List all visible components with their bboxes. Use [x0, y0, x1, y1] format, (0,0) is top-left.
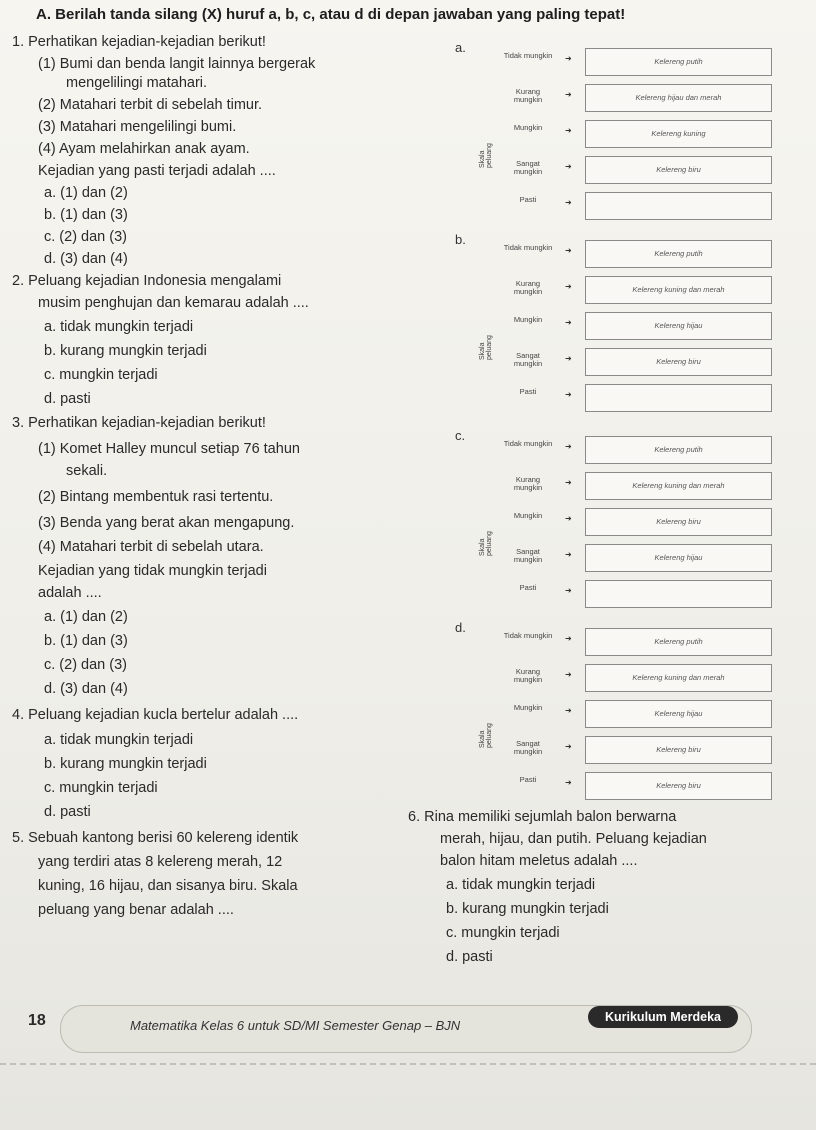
scale-node: Mungkin [513, 511, 543, 520]
answer-box: Kelereng biru [585, 348, 772, 376]
answer-box: Kelereng putih [585, 240, 772, 268]
q1-statement-1b: mengelilingi matahari. [66, 75, 208, 91]
answer-box: Kelereng putih [585, 436, 772, 464]
scale-node: Sangat mungkin [513, 351, 543, 368]
q3-stem: 3. Perhatikan kejadian-kejadian berikut! [12, 415, 266, 431]
q2-line-2: musim penghujan dan kemarau adalah .... [38, 295, 309, 311]
q1-statement-4: (4) Ayam melahirkan anak ayam. [38, 141, 250, 157]
answer-box [585, 580, 772, 608]
scale-node: Kurang mungkin [513, 667, 543, 684]
q5-line-4: peluang yang benar adalah .... [38, 902, 234, 918]
arrow-icon: ➜ [565, 478, 572, 487]
scale-node: Tidak mungkin [503, 51, 553, 60]
q4-option-c[interactable]: c. mungkin terjadi [44, 780, 158, 796]
q3-option-a[interactable]: a. (1) dan (2) [44, 609, 128, 625]
q5-line-1: 5. Sebuah kantong berisi 60 kelereng identik [12, 830, 299, 846]
diagram-letter: c. [455, 428, 466, 443]
answer-box [585, 192, 772, 220]
q3-statement-2: (2) Bintang membentuk rasi tertentu. [38, 489, 274, 505]
answer-box: Kelereng kuning [585, 120, 772, 148]
q1-option-c[interactable]: c. (2) dan (3) [44, 229, 127, 245]
q2-option-a[interactable]: a. tidak mungkin terjadi [44, 319, 194, 335]
answer-box: Kelereng putih [585, 48, 772, 76]
scale-node: Pasti [519, 583, 537, 592]
answer-box: Kelereng biru [585, 156, 772, 184]
q1-statement-3: (3) Matahari mengelilingi bumi. [38, 119, 237, 135]
q1-stem: 1. Perhatikan kejadian-kejadian berikut! [12, 34, 266, 50]
arrow-icon: ➜ [565, 706, 572, 715]
answer-box: Kelereng biru [585, 736, 772, 764]
diagram-side-label: Skala peluang [479, 143, 493, 168]
scale-node: Tidak mungkin [503, 243, 553, 252]
q4-option-a[interactable]: a. tidak mungkin terjadi [44, 732, 194, 748]
arrow-icon: ➜ [565, 54, 572, 63]
q3-option-d[interactable]: d. (3) dan (4) [44, 681, 128, 697]
curriculum-badge: Kurikulum Merdeka [588, 1006, 738, 1028]
q3-prompt-1: Kejadian yang tidak mungkin terjadi [38, 563, 267, 579]
diagram-letter: b. [455, 232, 466, 247]
q1-prompt: Kejadian yang pasti terjadi adalah .... [38, 163, 276, 179]
arrow-icon: ➜ [565, 126, 572, 135]
q6-option-b[interactable]: b. kurang mungkin terjadi [446, 901, 609, 917]
q3-statement-1a: (1) Komet Halley muncul setiap 76 tahun [38, 441, 300, 457]
q3-option-b[interactable]: b. (1) dan (3) [44, 633, 128, 649]
diagram-letter: d. [455, 620, 466, 635]
scale-node: Tidak mungkin [503, 439, 553, 448]
scale-node: Pasti [519, 387, 537, 396]
answer-box: Kelereng hijau [585, 312, 772, 340]
q1-option-a[interactable]: a. (1) dan (2) [44, 185, 128, 201]
arrow-icon: ➜ [565, 742, 572, 751]
q2-option-b[interactable]: b. kurang mungkin terjadi [44, 343, 207, 359]
answer-box: Kelereng hijau dan merah [585, 84, 772, 112]
q4-option-b[interactable]: b. kurang mungkin terjadi [44, 756, 207, 772]
scale-node: Mungkin [513, 703, 543, 712]
footer-title: Matematika Kelas 6 untuk SD/MI Semester Genap – BJN [130, 1018, 461, 1033]
q2-option-c[interactable]: c. mungkin terjadi [44, 367, 158, 383]
answer-box: Kelereng hijau [585, 700, 772, 728]
answer-box [585, 384, 772, 412]
arrow-icon: ➜ [565, 282, 572, 291]
diagram-side-label: Skala peluang [479, 335, 493, 360]
scale-node: Kurang mungkin [513, 475, 543, 492]
diagram-side-label: Skala peluang [479, 723, 493, 748]
scale-node: Mungkin [513, 315, 543, 324]
q5-line-2: yang terdiri atas 8 kelereng merah, 12 [38, 854, 283, 870]
page-number: 18 [28, 1012, 46, 1029]
arrow-icon: ➜ [565, 318, 572, 327]
q3-prompt-2: adalah .... [38, 585, 102, 601]
arrow-icon: ➜ [565, 354, 572, 363]
page-edge-divider [0, 1063, 816, 1067]
answer-box: Kelereng hijau [585, 544, 772, 572]
q6-line-3: balon hitam meletus adalah .... [440, 853, 638, 869]
q6-option-d[interactable]: d. pasti [446, 949, 493, 965]
arrow-icon: ➜ [565, 670, 572, 679]
answer-box: Kelereng biru [585, 508, 772, 536]
answer-box: Kelereng kuning dan merah [585, 664, 772, 692]
arrow-icon: ➜ [565, 90, 572, 99]
q2-line-1: 2. Peluang kejadian Indonesia mengalami [12, 273, 282, 289]
q4-stem: 4. Peluang kejadian kucla bertelur adalah .... [12, 707, 299, 723]
instruction-header: A. Berilah tanda silang (X) huruf a, b, c, atau d di depan jawaban yang paling tepat! [36, 6, 626, 23]
q1-statement-2: (2) Matahari terbit di sebelah timur. [38, 97, 263, 113]
q6-option-a[interactable]: a. tidak mungkin terjadi [446, 877, 596, 893]
q1-statement-1a: (1) Bumi dan benda langit lainnya bergerak [38, 56, 316, 72]
answer-box: Kelereng kuning dan merah [585, 276, 772, 304]
diagram-side-label: Skala peluang [479, 531, 493, 556]
arrow-icon: ➜ [565, 634, 572, 643]
q4-option-d[interactable]: d. pasti [44, 804, 91, 820]
answer-box: Kelereng biru [585, 772, 772, 800]
scale-node: Pasti [519, 195, 537, 204]
q1-option-d[interactable]: d. (3) dan (4) [44, 251, 128, 267]
arrow-icon: ➜ [565, 442, 572, 451]
scale-node: Mungkin [513, 123, 543, 132]
arrow-icon: ➜ [565, 778, 572, 787]
q3-statement-4: (4) Matahari terbit di sebelah utara. [38, 539, 264, 555]
q2-option-d[interactable]: d. pasti [44, 391, 91, 407]
scale-node: Kurang mungkin [513, 279, 543, 296]
arrow-icon: ➜ [565, 246, 572, 255]
arrow-icon: ➜ [565, 390, 572, 399]
q1-option-b[interactable]: b. (1) dan (3) [44, 207, 128, 223]
q3-option-c[interactable]: c. (2) dan (3) [44, 657, 127, 673]
scale-node: Sangat mungkin [513, 159, 543, 176]
scale-node: Sangat mungkin [513, 739, 543, 756]
arrow-icon: ➜ [565, 586, 572, 595]
q5-line-3: kuning, 16 hijau, dan sisanya biru. Skala [38, 878, 298, 894]
scale-node: Pasti [519, 775, 537, 784]
q3-statement-1b: sekali. [66, 463, 108, 479]
answer-box: Kelereng putih [585, 628, 772, 656]
answer-box: Kelereng kuning dan merah [585, 472, 772, 500]
arrow-icon: ➜ [565, 162, 572, 171]
q6-line-1: 6. Rina memiliki sejumlah balon berwarna [408, 809, 677, 825]
diagram-letter: a. [455, 40, 466, 55]
q6-option-c[interactable]: c. mungkin terjadi [446, 925, 560, 941]
scale-node: Tidak mungkin [503, 631, 553, 640]
arrow-icon: ➜ [565, 514, 572, 523]
q3-statement-3: (3) Benda yang berat akan mengapung. [38, 515, 295, 531]
scale-node: Kurang mungkin [513, 87, 543, 104]
q6-line-2: merah, hijau, dan putih. Peluang kejadian [440, 831, 707, 847]
arrow-icon: ➜ [565, 198, 572, 207]
scale-node: Sangat mungkin [513, 547, 543, 564]
arrow-icon: ➜ [565, 550, 572, 559]
